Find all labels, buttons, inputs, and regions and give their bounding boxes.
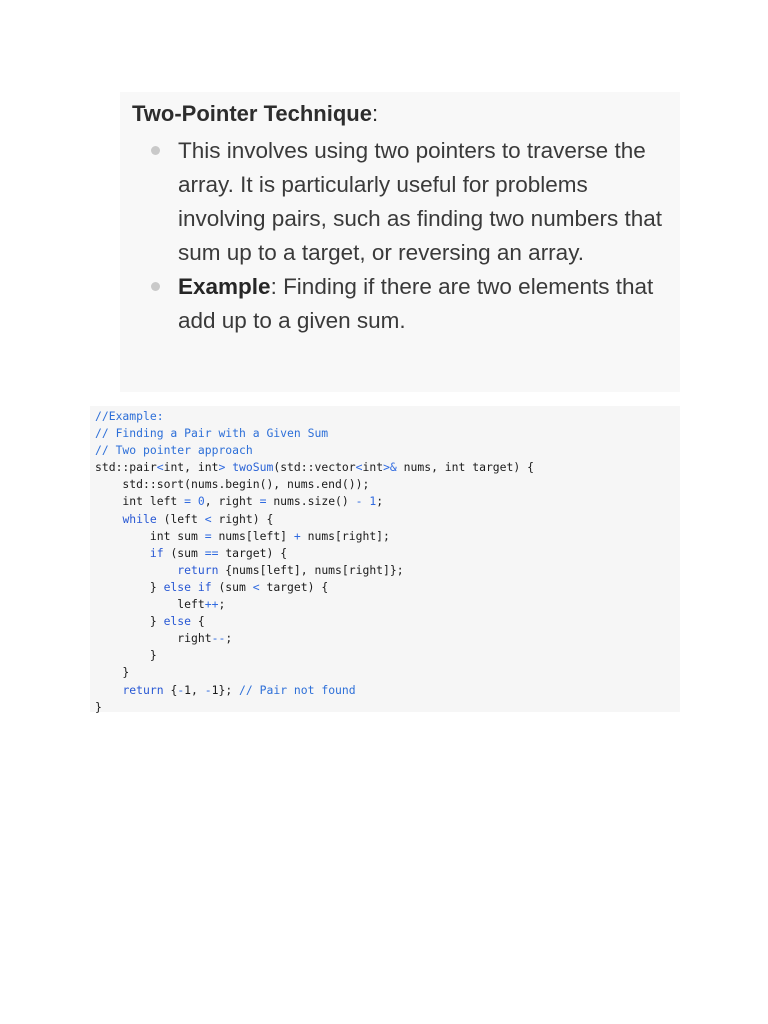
code-comment: // Two pointer approach [95, 443, 253, 458]
code-token: { [163, 682, 178, 697]
code-token: ; [376, 494, 384, 509]
code-line [95, 545, 680, 562]
code-line [95, 596, 680, 613]
code-token: {nums[left], nums[right]}; [218, 562, 404, 577]
code-operator: = [184, 494, 192, 509]
bullet-item-example [132, 270, 668, 338]
code-token: int, int [163, 460, 219, 475]
code-token: int left [95, 494, 185, 509]
code-keyword: else if [163, 579, 212, 594]
code-token: nums[right]; [300, 528, 390, 543]
code-line [95, 630, 680, 647]
code-operator: = [204, 528, 212, 543]
code-token: left [95, 597, 205, 612]
code-token: } [95, 579, 164, 594]
code-line [95, 442, 680, 459]
code-token: (sum [163, 545, 205, 560]
code-line [95, 682, 680, 699]
code-token: right) { [211, 511, 274, 526]
code-operator: < [355, 460, 363, 475]
code-line [95, 579, 680, 596]
code-block [90, 406, 680, 712]
code-token: } [95, 648, 157, 663]
code-line [95, 699, 680, 716]
code-token: target) { [259, 579, 329, 594]
bullet-item-description [132, 134, 668, 270]
code-comment: //Example: [95, 409, 164, 423]
code-keyword: return [122, 682, 164, 697]
code-operator: >& [383, 460, 397, 475]
code-operator: == [204, 545, 219, 560]
code-token: nums.size() [266, 494, 356, 509]
code-operator: ++ [204, 597, 219, 612]
technique-text-panel [120, 92, 680, 392]
code-keyword: else [163, 614, 192, 629]
code-operator: + [293, 528, 301, 543]
code-operator: - [355, 494, 363, 509]
code-token: 1, [184, 682, 205, 697]
code-token: int [362, 460, 384, 475]
code-line [95, 476, 680, 493]
heading-title: Two-Pointer Technique [132, 101, 372, 126]
heading-colon: : [371, 101, 379, 126]
code-operator: 1 [369, 494, 377, 509]
section-heading [132, 98, 668, 130]
code-token: , right [204, 494, 260, 509]
bullet-dot-icon [151, 282, 160, 291]
code-token: int sum [95, 528, 205, 543]
code-operator: < [252, 579, 260, 594]
code-operator: < [204, 511, 212, 526]
code-token: (sum [211, 579, 253, 594]
code-token: 1}; [211, 682, 240, 697]
code-line [95, 425, 680, 442]
bullet-dot-icon [151, 146, 160, 155]
code-line [95, 664, 680, 681]
code-line [95, 493, 680, 510]
code-operator: > [218, 460, 226, 475]
code-token: ; [218, 597, 226, 612]
code-operator: - [177, 682, 185, 697]
code-token: nums, int target) { [396, 460, 534, 475]
code-token [95, 512, 122, 526]
code-token: (left [156, 511, 205, 526]
code-token [191, 494, 198, 508]
code-keyword: while [122, 511, 157, 526]
bullet-list [132, 134, 668, 338]
code-listing [95, 408, 680, 716]
code-token [95, 683, 122, 697]
code-token: ; [225, 631, 233, 646]
code-line [95, 408, 680, 425]
code-token: } [95, 665, 130, 680]
code-token: target) { [218, 545, 288, 560]
code-comment: // Pair not found [239, 682, 356, 697]
code-token [95, 563, 177, 577]
code-token: std::pair [95, 460, 157, 475]
code-operator: -- [211, 631, 226, 646]
code-line [95, 613, 680, 630]
bullet-text: This involves using two pointers to traverse the array. It is particularly useful for problems involving pairs, such as finding two numbers that sum up to a target, or reversing an array. [178, 138, 663, 265]
code-token: } [95, 614, 164, 629]
code-token: { [191, 614, 205, 629]
bullet-label: Example [178, 274, 271, 299]
code-token [95, 546, 150, 560]
code-line [95, 528, 680, 545]
code-function-name: twoSum [232, 460, 274, 475]
bullet-text: : Finding if there are two elements that add up to a given sum. [178, 274, 654, 333]
code-operator: = [259, 494, 267, 509]
code-keyword: if [149, 545, 164, 560]
code-line [95, 459, 680, 476]
code-token: (std::vector [273, 460, 356, 475]
code-line [95, 511, 680, 528]
code-keyword: return [177, 562, 219, 577]
code-token: nums[left] [211, 528, 294, 543]
code-token: } [95, 699, 102, 714]
code-token: right [95, 631, 212, 646]
code-line [95, 647, 680, 664]
code-operator: 0 [197, 494, 205, 509]
code-line [95, 562, 680, 579]
code-operator: < [156, 460, 164, 475]
code-operator: - [204, 682, 212, 697]
code-comment: // Finding a Pair with a Given Sum [95, 426, 329, 441]
code-token: std::sort(nums.begin(), nums.end()); [95, 477, 370, 492]
